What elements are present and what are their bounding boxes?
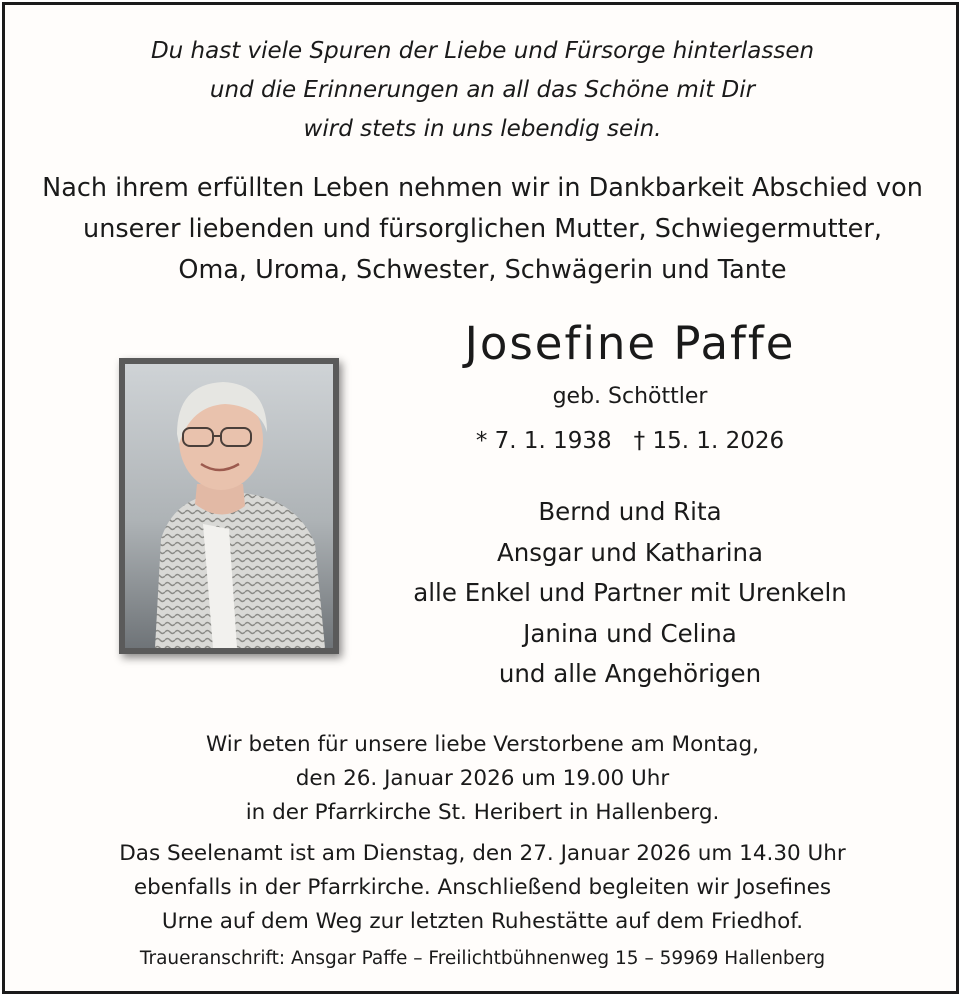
deceased-name: Josefine Paffe	[464, 317, 796, 370]
maiden-name: geb. Schöttler	[552, 384, 708, 409]
mourner-line: Janina und Celina	[523, 618, 737, 648]
mass-line: Das Seelenamt ist am Dienstag, den 27. Januar 2026 um 14.30 Uhr	[119, 841, 846, 866]
mourners-list	[360, 492, 900, 695]
intro-line: unserer liebenden und fürsorglichen Mutter, Schwiegermutter,	[83, 214, 882, 244]
intro-line: Nach ihrem erfüllten Leben nehmen wir in Dankbarkeit Abschied von	[42, 173, 923, 203]
poem-line: und die Erinnerungen an all das Schöne mit Dir	[209, 77, 756, 103]
prayer-line: Wir beten für unsere liebe Verstorbene am Montag,	[206, 732, 759, 757]
birth-date: * 7. 1. 1938	[475, 428, 612, 454]
mourner-line: alle Enkel und Partner mit Urenkeln	[413, 578, 847, 607]
portrait-photo-frame	[119, 358, 339, 654]
prayer-line: den 26. Januar 2026 um 19.00 Uhr	[295, 766, 670, 791]
mourner-line: Bernd und Rita	[538, 497, 722, 526]
portrait-photo	[125, 364, 333, 648]
life-dates	[360, 424, 900, 458]
requiem-mass-info	[0, 837, 965, 939]
death-date: † 15. 1. 2026	[633, 428, 785, 454]
mourner-line: und alle Angehörigen	[498, 659, 762, 688]
mass-line: ebenfalls in der Pfarrkirche. Anschließend begleiten wir Josefines	[133, 875, 832, 900]
farewell-intro	[0, 168, 965, 291]
mourning-address: Traueranschrift: Ansgar Paffe – Freilichtbühnenweg 15 – 59969 Hallenberg	[139, 948, 826, 969]
mass-line: Urne auf dem Weg zur letzten Ruhestätte auf dem Friedhof.	[161, 909, 804, 934]
mourner-line: Ansgar und Katharina	[496, 537, 764, 567]
poem-line: Du hast viele Spuren der Liebe und Fürsorge hinterlassen	[150, 38, 815, 64]
poem-line: wird stets in uns lebendig sein.	[303, 116, 662, 142]
prayer-line: in der Pfarrkirche St. Heribert in Hallenberg.	[245, 800, 720, 825]
memorial-poem	[0, 32, 965, 149]
prayer-service-info	[0, 728, 965, 830]
intro-line: Oma, Uroma, Schwester, Schwägerin und Tante	[178, 255, 787, 285]
